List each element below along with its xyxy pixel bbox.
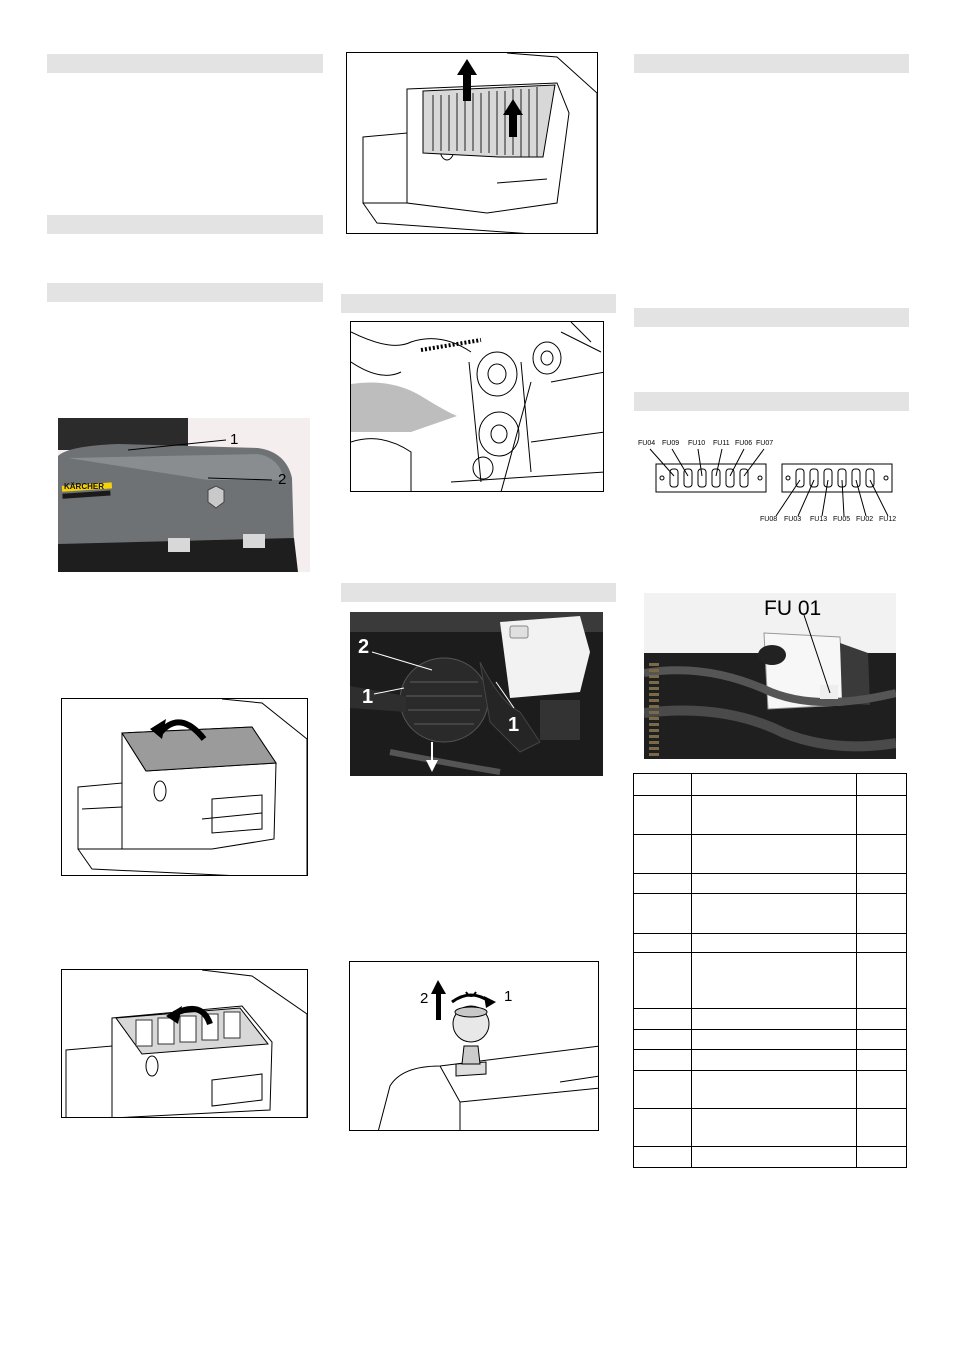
table-cell — [692, 835, 857, 874]
fuse-label: FU13 — [810, 516, 828, 523]
cover-open-illustration — [62, 699, 308, 876]
fuse-label: FU02 — [856, 516, 874, 523]
table-cell — [692, 774, 857, 796]
table-row — [634, 1009, 907, 1030]
table-cell — [634, 1147, 692, 1168]
filter-remove-drawing — [346, 52, 598, 234]
callout-2: 2 — [278, 471, 287, 488]
fu01-label: FU 01 — [764, 597, 822, 620]
hood-photo — [58, 418, 310, 572]
fuse-label: FU03 — [784, 516, 802, 523]
table-row — [634, 953, 907, 1009]
fuse-label: FU12 — [879, 516, 897, 523]
table-cell — [634, 774, 692, 796]
table-cell — [857, 1147, 907, 1168]
table-row — [634, 835, 907, 874]
table-cell — [692, 1050, 857, 1071]
table-cell — [857, 934, 907, 953]
table-row — [634, 1030, 907, 1050]
fuse-label: FU06 — [735, 440, 753, 447]
air-filter-photo — [350, 612, 603, 776]
table-cell — [857, 1109, 907, 1147]
filter-remove-illustration — [347, 53, 598, 234]
table-row — [634, 874, 907, 894]
table-cell — [634, 1009, 692, 1030]
section-header-bar — [634, 308, 909, 327]
table-cell — [692, 1109, 857, 1147]
belt-drive-illustration — [351, 322, 604, 492]
table-cell — [634, 934, 692, 953]
section-header-bar — [341, 583, 616, 602]
cap-drawing — [349, 961, 599, 1131]
brand-logo: KÄRCHER — [64, 482, 104, 491]
filter-tray-drawing — [61, 969, 308, 1118]
callout-1: 1 — [504, 988, 513, 1005]
table-cell — [692, 1147, 857, 1168]
fuse-label: FU11 — [713, 440, 730, 447]
section-header-bar — [634, 54, 909, 73]
fuse-holders-illustration — [636, 436, 906, 528]
fuse-label: FU08 — [760, 516, 778, 523]
table-row — [634, 1071, 907, 1109]
table-cell — [857, 796, 907, 835]
table-cell — [857, 774, 907, 796]
table-cell — [857, 874, 907, 894]
section-header-bar — [47, 54, 323, 73]
table-cell — [857, 1050, 907, 1071]
table-cell — [634, 796, 692, 835]
air-filter-illustration — [350, 612, 603, 776]
section-header-bar — [341, 294, 616, 313]
table-cell — [634, 874, 692, 894]
table-cell — [857, 1071, 907, 1109]
table-row — [634, 934, 907, 953]
table-cell — [692, 894, 857, 934]
fuse-diagram — [636, 436, 906, 528]
table-cell — [692, 874, 857, 894]
cover-open-drawing — [61, 698, 308, 876]
table-cell — [692, 1030, 857, 1050]
table-cell — [634, 1050, 692, 1071]
fuse-label: FU07 — [756, 440, 774, 447]
table-cell — [692, 1009, 857, 1030]
table-cell — [692, 796, 857, 835]
table-cell — [857, 894, 907, 934]
hood-illustration — [58, 418, 310, 572]
section-header-bar — [47, 215, 323, 234]
section-header-bar — [47, 283, 323, 302]
table-row — [634, 1050, 907, 1071]
table-row — [634, 894, 907, 934]
table-row — [634, 1109, 907, 1147]
table-cell — [634, 1030, 692, 1050]
table-cell — [634, 1071, 692, 1109]
table-row — [634, 796, 907, 835]
table-cell — [857, 1009, 907, 1030]
table-cell — [692, 934, 857, 953]
table-cell — [634, 953, 692, 1009]
fuse-label: FU05 — [833, 516, 851, 523]
table-cell — [857, 835, 907, 874]
table-cell — [857, 1030, 907, 1050]
table-row — [634, 774, 907, 796]
fuse-table — [633, 773, 907, 1168]
callout-1: 1 — [230, 431, 239, 448]
table-cell — [634, 894, 692, 934]
fuse-label: FU10 — [688, 440, 706, 447]
table-cell — [692, 953, 857, 1009]
filter-tray-illustration — [62, 970, 308, 1118]
cap-illustration — [350, 962, 599, 1131]
fu01-photo — [644, 593, 896, 759]
callout-1-second: 1 — [508, 714, 520, 736]
callout-2: 2 — [358, 636, 370, 658]
table-cell — [857, 953, 907, 1009]
fuse-label: FU04 — [638, 440, 656, 447]
callout-2: 2 — [420, 990, 429, 1007]
table-cell — [634, 835, 692, 874]
callout-1: 1 — [362, 686, 374, 708]
table-cell — [634, 1109, 692, 1147]
section-header-bar — [634, 392, 909, 411]
table-cell — [692, 1071, 857, 1109]
table-row — [634, 1147, 907, 1168]
belt-drive-drawing — [350, 321, 604, 492]
fuse-label: FU09 — [662, 440, 680, 447]
